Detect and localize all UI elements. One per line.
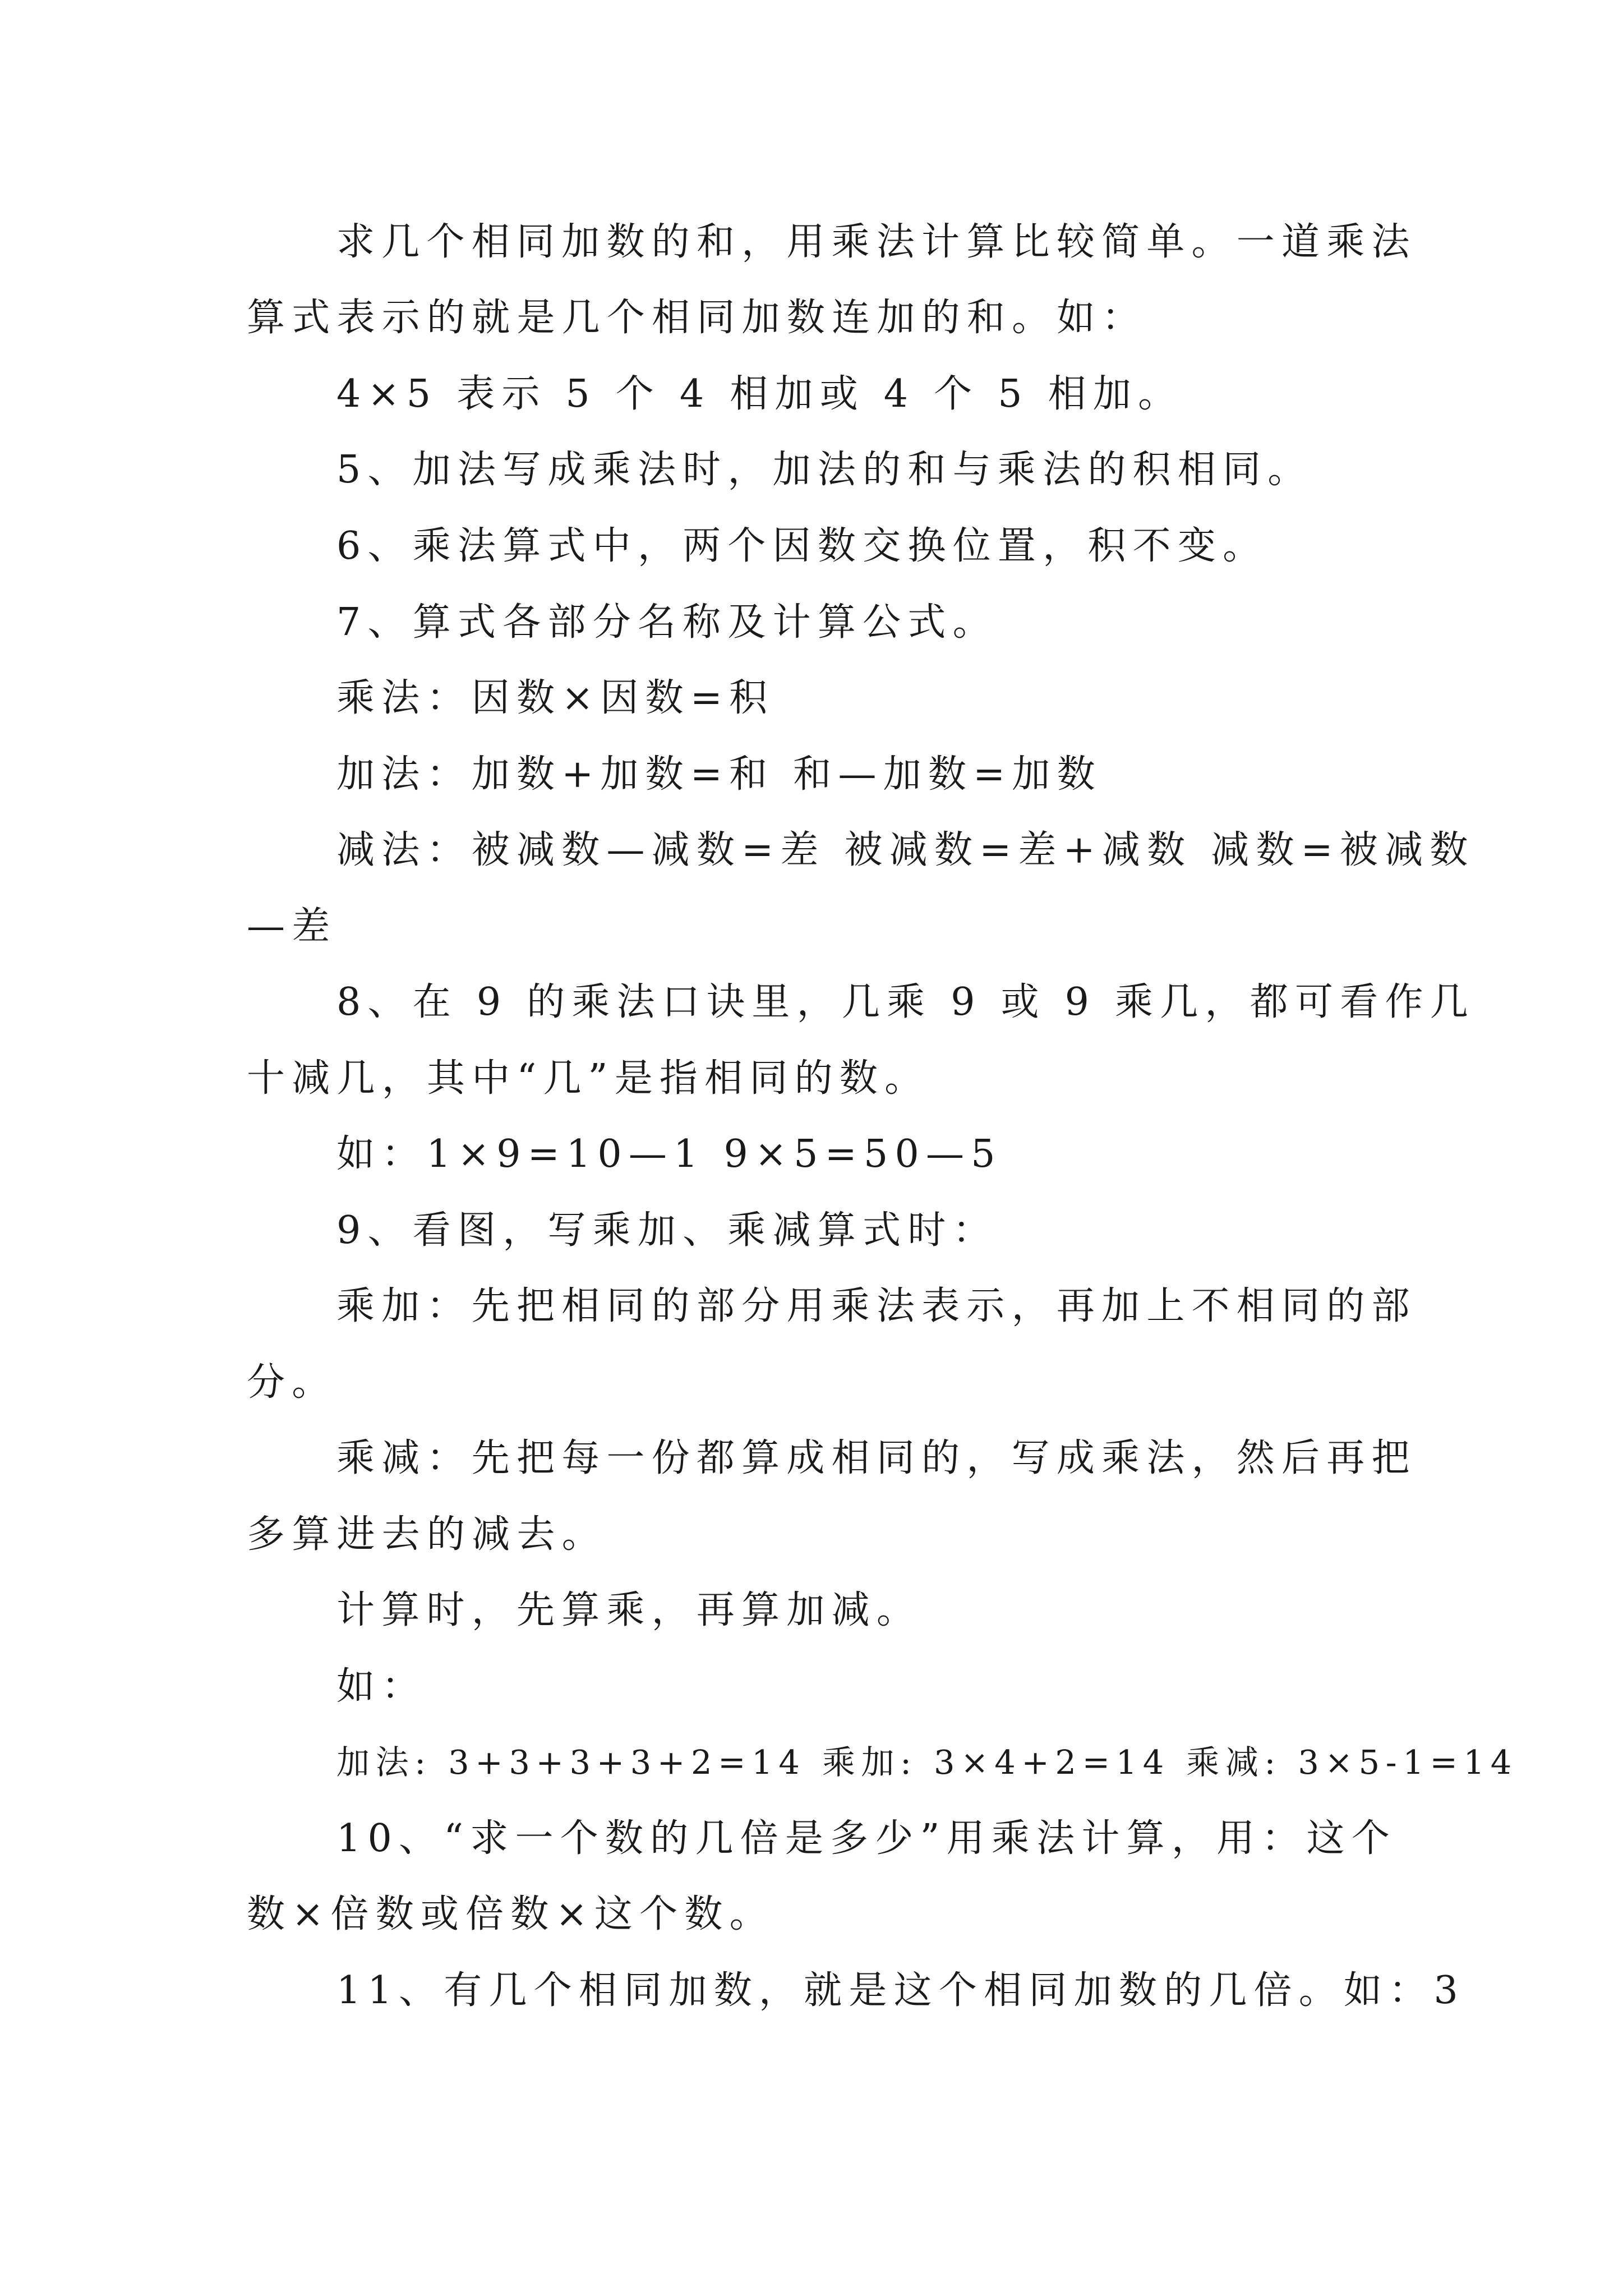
paragraph-line: 十减几，其中“几”是指相同的数。 bbox=[247, 1056, 930, 1101]
paragraph-line: 加法：加数+加数=和 和—加数=加数 bbox=[336, 752, 1102, 797]
paragraph-line: 算式表示的就是几个相同加数连加的和。如： bbox=[247, 296, 1147, 340]
paragraph-line: 乘法：因数×因数=积 bbox=[336, 676, 774, 720]
paragraph-line: 6、乘法算式中，两个因数交换位置，积不变。 bbox=[336, 524, 1268, 568]
paragraph-line: —差 bbox=[247, 904, 337, 949]
paragraph-line: 求几个相同加数的和，用乘法计算比较简单。一道乘法 bbox=[336, 220, 1417, 264]
paragraph-line: 如： bbox=[336, 1664, 427, 1709]
paragraph-line: 11、有几个相同加数，就是这个相同加数的几倍。如：3 bbox=[336, 1968, 1465, 2013]
paragraph-line: 如：1×9=10—1 9×5=50—5 bbox=[336, 1132, 1002, 1176]
paragraph-line: 10、“求一个数的几倍是多少”用乘法计算，用：这个 bbox=[336, 1816, 1397, 1861]
paragraph-line: 分。 bbox=[247, 1360, 337, 1405]
paragraph-line: 4×5 表示 5 个 4 相加或 4 个 5 相加。 bbox=[336, 372, 1183, 416]
paragraph-line: 乘加：先把相同的部分用乘法表示，再加上不相同的部 bbox=[336, 1284, 1417, 1328]
paragraph-line: 数×倍数或倍数×这个数。 bbox=[247, 1892, 774, 1936]
paragraph-line: 加法: 3+3+3+3+2=14 乘加: 3×4+2=14 乘减: 3×5-1=14 bbox=[336, 1743, 1518, 1782]
paragraph-line: 计算时，先算乘，再算加减。 bbox=[336, 1588, 922, 1632]
paragraph-line: 减法：被减数—减数=差 被减数=差+减数 减数=被减数 bbox=[336, 828, 1475, 872]
paragraph-line: 乘减：先把每一份都算成相同的，写成乘法，然后再把 bbox=[336, 1436, 1417, 1480]
paragraph-line: 多算进去的减去。 bbox=[247, 1512, 607, 1557]
paragraph-line: 8、在 9 的乘法口诀里，几乘 9 或 9 乘几，都可看作几 bbox=[336, 980, 1475, 1024]
paragraph-line: 7、算式各部分名称及计算公式。 bbox=[336, 600, 998, 645]
paragraph-line: 5、加法写成乘法时，加法的和与乘法的积相同。 bbox=[336, 448, 1313, 492]
paragraph-line: 9、看图，写乘加、乘减算式时： bbox=[336, 1208, 998, 1253]
